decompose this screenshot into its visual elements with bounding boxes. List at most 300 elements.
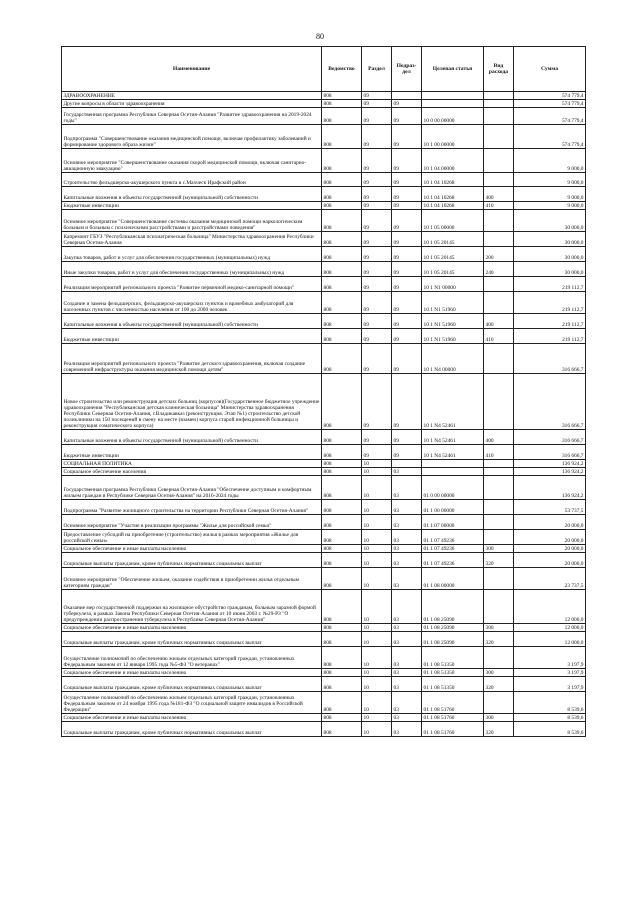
- row-podrazdel-cell: 09: [392, 314, 422, 329]
- row-razdel-cell: 09: [362, 329, 392, 344]
- row-razdel-cell: 10: [362, 568, 392, 590]
- row-razdel-cell: 09: [362, 277, 392, 292]
- row-vedomstvo-cell: 808: [322, 187, 362, 202]
- row-sum-cell: 30 000,0: [514, 247, 586, 262]
- row-sum-cell: 136 924,2: [514, 468, 586, 476]
- row-razdel-cell: 10: [362, 515, 392, 530]
- row-vedomstvo-cell: 808: [322, 590, 362, 624]
- row-name-cell: Социальные выплаты гражданам, кроме публичных нормативных социальных выплат: [62, 632, 322, 647]
- row-expense-type-cell: [484, 344, 514, 374]
- row-name-cell: Предоставление субсидий на приобретение (строительство) жилья в рамках мероприятия «Жилье для российской семьи»: [62, 530, 322, 545]
- row-podrazdel-cell: 09: [392, 210, 422, 232]
- row-podrazdel-cell: 03: [392, 722, 422, 737]
- table-row: [62, 476, 586, 500]
- row-vedomstvo-cell: 808: [322, 647, 362, 669]
- row-podrazdel-cell: 03: [392, 476, 422, 500]
- row-sum-cell: 574 779,4: [514, 125, 586, 149]
- table-row: [62, 590, 586, 624]
- row-target-article-cell: 10 1 04 10268: [422, 187, 484, 202]
- row-name-cell: Создание и замена фельдшерских, фельдшерско-акушерских пунктов и врачебных амбулаторий для населенных пунктов с численностью населения от 100 до 2000 человек: [62, 292, 322, 314]
- table-header: [62, 47, 586, 92]
- row-expense-type-cell: 410: [484, 202, 514, 210]
- row-expense-type-cell: [484, 108, 514, 125]
- row-razdel-cell: 10: [362, 468, 392, 476]
- row-vedomstvo-cell: 808: [322, 247, 362, 262]
- row-name-cell: Бюджетные инвестиции: [62, 445, 322, 460]
- row-expense-type-cell: 240: [484, 262, 514, 277]
- row-podrazdel-cell: 03: [392, 692, 422, 714]
- row-razdel-cell: 09: [362, 125, 392, 149]
- row-name-cell: Государственная программа Республики Северная Осетия-Алания "Обеспечение доступным и комфортным жильем граждан в Республике Северная Осетия-Алания" на 2016-2024 годы: [62, 476, 322, 500]
- row-target-article-cell: 10 1 05 20145: [422, 232, 484, 247]
- header-razdel: Раздел: [362, 47, 392, 92]
- row-vedomstvo-cell: 808: [322, 624, 362, 632]
- row-razdel-cell: 09: [362, 100, 392, 108]
- row-expense-type-cell: [484, 460, 514, 468]
- row-podrazdel-cell: 09: [392, 232, 422, 247]
- row-target-article-cell: 01 1 07 49236: [422, 553, 484, 568]
- row-podrazdel-cell: 03: [392, 553, 422, 568]
- row-target-article-cell: 10 1 N1 51960: [422, 314, 484, 329]
- row-sum-cell: 3 197,9: [514, 677, 586, 692]
- row-name-cell: Капитальные вложения в объекты государственной (муниципальной) собственности: [62, 430, 322, 445]
- table-row: [62, 314, 586, 329]
- row-sum-cell: 136 924,2: [514, 460, 586, 468]
- row-sum-cell: 574 779,4: [514, 92, 586, 100]
- row-vedomstvo-cell: 808: [322, 210, 362, 232]
- row-target-article-cell: 10 1 05 20145: [422, 262, 484, 277]
- row-podrazdel-cell: 03: [392, 677, 422, 692]
- header-sum: Сумма: [514, 47, 586, 92]
- row-expense-type-cell: 410: [484, 329, 514, 344]
- row-expense-type-cell: 400: [484, 430, 514, 445]
- row-vedomstvo-cell: 808: [322, 722, 362, 737]
- table-row: [62, 108, 586, 125]
- row-vedomstvo-cell: 808: [322, 530, 362, 545]
- row-razdel-cell: 10: [362, 677, 392, 692]
- table-row: [62, 173, 586, 187]
- row-vedomstvo-cell: 808: [322, 100, 362, 108]
- table-row: [62, 669, 586, 677]
- row-sum-cell: 3 197,9: [514, 647, 586, 669]
- row-razdel-cell: 09: [362, 292, 392, 314]
- row-sum-cell: 30 000,0: [514, 262, 586, 277]
- row-sum-cell: 316 666,7: [514, 374, 586, 430]
- row-sum-cell: 316 666,7: [514, 430, 586, 445]
- row-podrazdel-cell: 09: [392, 292, 422, 314]
- row-podrazdel-cell: [392, 460, 422, 468]
- row-podrazdel-cell: 09: [392, 202, 422, 210]
- row-target-article-cell: 10 0 00 00000: [422, 108, 484, 125]
- table-row: [62, 374, 586, 430]
- row-razdel-cell: 10: [362, 624, 392, 632]
- row-name-cell: Другие вопросы в области здравоохранения: [62, 100, 322, 108]
- row-vedomstvo-cell: 808: [322, 173, 362, 187]
- row-sum-cell: 8 539,6: [514, 692, 586, 714]
- row-razdel-cell: 10: [362, 545, 392, 553]
- row-vedomstvo-cell: 808: [322, 277, 362, 292]
- row-target-article-cell: 01 1 08 51760: [422, 714, 484, 722]
- row-podrazdel-cell: 09: [392, 344, 422, 374]
- row-target-article-cell: 01 1 07 00000: [422, 515, 484, 530]
- row-sum-cell: 574 779,4: [514, 108, 586, 125]
- row-target-article-cell: 10 1 N4 52461: [422, 374, 484, 430]
- row-vedomstvo-cell: 808: [322, 515, 362, 530]
- row-target-article-cell: 01 1 08 51350: [422, 647, 484, 669]
- table-row: [62, 125, 586, 149]
- table-row: [62, 329, 586, 344]
- table-row: [62, 247, 586, 262]
- row-target-article-cell: 10 1 N4 00000: [422, 344, 484, 374]
- row-name-cell: Новое строительство или реконструкция детских больниц (корпусов)(Государственное бюджетное учреждение здравоохранения "Республиканская детская клиническая больница" Министерства здравоохранения Республики Северная Осетия-Алания, г.Владикавказ (реконструкция. Этап №1) строительство детской поликлиники на 150 посещений в смену на месте (взамен) корпуса старой инфекционной больницы и реконструкция соматического корпуса): [62, 374, 322, 430]
- row-target-article-cell: 10 1 04 10268: [422, 202, 484, 210]
- row-vedomstvo-cell: 808: [322, 677, 362, 692]
- row-name-cell: Реализация мероприятий регионального проекта "Развитие детского здравоохранения, включая создание современной инфраструктуры оказания медицинской помощи детям": [62, 344, 322, 374]
- row-name-cell: СОЦИАЛЬНАЯ ПОЛИТИКА: [62, 460, 322, 468]
- row-vedomstvo-cell: 808: [322, 430, 362, 445]
- row-podrazdel-cell: 03: [392, 545, 422, 553]
- table-row: [62, 500, 586, 515]
- row-sum-cell: 316 666,7: [514, 344, 586, 374]
- row-expense-type-cell: [484, 173, 514, 187]
- row-expense-type-cell: 300: [484, 545, 514, 553]
- row-name-cell: Основное мероприятие "Обеспечение жильем, оказание содействия в приобретении жилья отдельным категориям граждан": [62, 568, 322, 590]
- row-podrazdel-cell: 03: [392, 468, 422, 476]
- row-name-cell: Социальное обеспечение населения: [62, 468, 322, 476]
- row-razdel-cell: 09: [362, 344, 392, 374]
- table-row: [62, 468, 586, 476]
- row-podrazdel-cell: 03: [392, 669, 422, 677]
- row-name-cell: Капитальные вложения в объекты государственной (муниципальной) собственности: [62, 314, 322, 329]
- table-row: [62, 568, 586, 590]
- row-name-cell: Реализация мероприятий регионального проекта "Развитие первичной медико-санитарной помощи": [62, 277, 322, 292]
- row-target-article-cell: 10 1 N1 51960: [422, 329, 484, 344]
- table-row: [62, 445, 586, 460]
- row-expense-type-cell: [484, 468, 514, 476]
- row-expense-type-cell: [484, 515, 514, 530]
- row-expense-type-cell: 410: [484, 445, 514, 460]
- row-razdel-cell: 10: [362, 632, 392, 647]
- row-name-cell: Иные закупки товаров, работ и услуг для обеспечения государственных (муниципальных) нужд: [62, 262, 322, 277]
- row-expense-type-cell: 200: [484, 247, 514, 262]
- row-name-cell: Бюджетные инвестиции: [62, 202, 322, 210]
- row-expense-type-cell: [484, 92, 514, 100]
- row-podrazdel-cell: 09: [392, 187, 422, 202]
- row-vedomstvo-cell: 808: [322, 669, 362, 677]
- row-target-article-cell: 01 0 00 00000: [422, 476, 484, 500]
- row-target-article-cell: 01 1 08 25090: [422, 624, 484, 632]
- row-expense-type-cell: 320: [484, 677, 514, 692]
- table-row: [62, 277, 586, 292]
- row-podrazdel-cell: 09: [392, 329, 422, 344]
- row-razdel-cell: 09: [362, 314, 392, 329]
- row-name-cell: Оказание мер государственной поддержки на жилищное обустройство гражданам, больным заразной формой туберкулеза, в рамках Закона Республики Северная Осетия-Алания от 10 июня 2003 г. №29-РЗ "О предупреждении распространения туберкулеза в Республике Северная Осетия-Алания": [62, 590, 322, 624]
- row-sum-cell: 20 000,0: [514, 530, 586, 545]
- row-name-cell: ЗДРАВООХРАНЕНИЕ: [62, 92, 322, 100]
- header-expense-type: Вид расхода: [484, 47, 514, 92]
- row-razdel-cell: 09: [362, 149, 392, 173]
- row-expense-type-cell: 300: [484, 624, 514, 632]
- row-expense-type-cell: [484, 476, 514, 500]
- row-podrazdel-cell: 03: [392, 624, 422, 632]
- table-row: [62, 545, 586, 553]
- row-podrazdel-cell: 03: [392, 647, 422, 669]
- row-expense-type-cell: 400: [484, 314, 514, 329]
- row-target-article-cell: 01 1 08 00000: [422, 568, 484, 590]
- row-expense-type-cell: [484, 292, 514, 314]
- row-expense-type-cell: [484, 500, 514, 515]
- row-vedomstvo-cell: 808: [322, 314, 362, 329]
- row-expense-type-cell: 320: [484, 553, 514, 568]
- row-target-article-cell: 10 1 00 00000: [422, 125, 484, 149]
- row-name-cell: Социальные выплаты гражданам, кроме публичных нормативных социальных выплат: [62, 553, 322, 568]
- row-vedomstvo-cell: 808: [322, 232, 362, 247]
- row-razdel-cell: 10: [362, 722, 392, 737]
- table-row: [62, 515, 586, 530]
- row-target-article-cell: 10 1 05 00000: [422, 210, 484, 232]
- table-row: [62, 100, 586, 108]
- row-expense-type-cell: 400: [484, 187, 514, 202]
- row-name-cell: Подпрограмма "Развитие жилищного строительства на территории Республики Северная Осетия-Алания": [62, 500, 322, 515]
- row-expense-type-cell: [484, 232, 514, 247]
- row-vedomstvo-cell: 808: [322, 92, 362, 100]
- header-name: Наименование: [62, 47, 322, 92]
- row-sum-cell: 8 539,6: [514, 714, 586, 722]
- row-podrazdel-cell: 03: [392, 632, 422, 647]
- row-expense-type-cell: 320: [484, 632, 514, 647]
- row-razdel-cell: 09: [362, 445, 392, 460]
- row-sum-cell: 8 539,6: [514, 722, 586, 737]
- table-row: [62, 430, 586, 445]
- row-sum-cell: 219 112,7: [514, 277, 586, 292]
- row-vedomstvo-cell: 808: [322, 468, 362, 476]
- row-target-article-cell: 01 1 08 25090: [422, 632, 484, 647]
- row-podrazdel-cell: 03: [392, 568, 422, 590]
- table-row: [62, 647, 586, 669]
- row-vedomstvo-cell: 808: [322, 445, 362, 460]
- row-sum-cell: 20 000,0: [514, 515, 586, 530]
- row-podrazdel-cell: 09: [392, 262, 422, 277]
- table-row: [62, 530, 586, 545]
- row-vedomstvo-cell: 808: [322, 476, 362, 500]
- table-row: [62, 262, 586, 277]
- row-target-article-cell: 10 1 N4 52461: [422, 445, 484, 460]
- row-vedomstvo-cell: 808: [322, 262, 362, 277]
- table-row: [62, 460, 586, 468]
- row-expense-type-cell: [484, 210, 514, 232]
- table-row: [62, 722, 586, 737]
- table-row: [62, 232, 586, 247]
- row-sum-cell: 9 000,0: [514, 173, 586, 187]
- budget-table: [61, 46, 586, 737]
- row-sum-cell: 20 000,0: [514, 545, 586, 553]
- row-sum-cell: 219 112,7: [514, 329, 586, 344]
- row-name-cell: Подпрограмма "Совершенствование оказания медицинской помощи, включая профилактику заболеваний и формирование здорового образа жизни": [62, 125, 322, 149]
- row-name-cell: Основное мероприятие "Участие в реализации программы "Жилье для российской семьи": [62, 515, 322, 530]
- row-razdel-cell: 09: [362, 262, 392, 277]
- table-row: [62, 202, 586, 210]
- row-vedomstvo-cell: 808: [322, 545, 362, 553]
- row-target-article-cell: [422, 460, 484, 468]
- row-vedomstvo-cell: 808: [322, 500, 362, 515]
- row-razdel-cell: 09: [362, 232, 392, 247]
- row-target-article-cell: 01 1 08 25090: [422, 590, 484, 624]
- row-name-cell: Социальное обеспечение и иные выплаты населению: [62, 714, 322, 722]
- row-podrazdel-cell: 09: [392, 374, 422, 430]
- row-podrazdel-cell: 09: [392, 100, 422, 108]
- row-vedomstvo-cell: 808: [322, 149, 362, 173]
- row-vedomstvo-cell: 808: [322, 202, 362, 210]
- row-sum-cell: 219 112,7: [514, 314, 586, 329]
- row-name-cell: Социальное обеспечение и иные выплаты населению: [62, 624, 322, 632]
- row-podrazdel-cell: 09: [392, 445, 422, 460]
- header-podrazdel: Подраз-дел: [392, 47, 422, 92]
- row-vedomstvo-cell: 808: [322, 568, 362, 590]
- row-sum-cell: 9 000,0: [514, 149, 586, 173]
- row-target-article-cell: 01 1 08 51350: [422, 677, 484, 692]
- row-podrazdel-cell: 09: [392, 149, 422, 173]
- row-name-cell: Основное мероприятие "Совершенствование системы оказания медицинской помощи наркологическим больным и больным с психическими расстройствами и расстройствами поведения": [62, 210, 322, 232]
- row-vedomstvo-cell: 808: [322, 125, 362, 149]
- row-name-cell: Капитальные вложения в объекты государственной (муниципальной) собственности: [62, 187, 322, 202]
- row-name-cell: Осуществление полномочий по обеспечению жильем отдельных категорий граждан, установленных Федеральным законом от 24 ноября 1995 года №181-ФЗ "О социальной защите инвалидов в Российской Федерации": [62, 692, 322, 714]
- row-podrazdel-cell: 09: [392, 247, 422, 262]
- row-expense-type-cell: [484, 125, 514, 149]
- row-razdel-cell: 09: [362, 108, 392, 125]
- table-row: [62, 692, 586, 714]
- row-razdel-cell: 10: [362, 714, 392, 722]
- row-expense-type-cell: [484, 149, 514, 173]
- row-razdel-cell: 10: [362, 590, 392, 624]
- row-target-article-cell: 10 1 N4 52461: [422, 430, 484, 445]
- row-sum-cell: 9 000,0: [514, 187, 586, 202]
- row-razdel-cell: 09: [362, 374, 392, 430]
- table-row: [62, 292, 586, 314]
- row-sum-cell: 316 666,7: [514, 445, 586, 460]
- table-row: [62, 553, 586, 568]
- row-name-cell: Осуществление полномочий по обеспечению жильем отдельных категорий граждан, установленных Федеральным законом от 12 января 1995 года №5-ФЗ "О ветеранах": [62, 647, 322, 669]
- row-podrazdel-cell: 09: [392, 125, 422, 149]
- row-vedomstvo-cell: 808: [322, 329, 362, 344]
- row-razdel-cell: 09: [362, 187, 392, 202]
- row-expense-type-cell: [484, 590, 514, 624]
- row-expense-type-cell: [484, 692, 514, 714]
- row-name-cell: Закупка товаров, работ и услуг для обеспечения государственных (муниципальных) нужд: [62, 247, 322, 262]
- row-target-article-cell: 10 1 N1 51960: [422, 292, 484, 314]
- row-vedomstvo-cell: 808: [322, 344, 362, 374]
- header-vedomstvo: Ведомство: [322, 47, 362, 92]
- row-razdel-cell: 10: [362, 460, 392, 468]
- row-vedomstvo-cell: 808: [322, 460, 362, 468]
- table-row: [62, 344, 586, 374]
- row-razdel-cell: 09: [362, 247, 392, 262]
- row-vedomstvo-cell: 808: [322, 692, 362, 714]
- row-expense-type-cell: [484, 100, 514, 108]
- row-razdel-cell: 10: [362, 553, 392, 568]
- row-target-article-cell: 01 1 08 51760: [422, 692, 484, 714]
- row-podrazdel-cell: 03: [392, 714, 422, 722]
- page-number: 80: [316, 32, 324, 41]
- row-sum-cell: 12 000,0: [514, 590, 586, 624]
- row-podrazdel-cell: [392, 92, 422, 100]
- row-name-cell: Социальные выплаты гражданам, кроме публичных нормативных социальных выплат: [62, 677, 322, 692]
- row-name-cell: Капремонт ГБУЗ "Республиканская психиатрическая больница" Министерства здравоохранения Республики Северная Осетия-Алания: [62, 232, 322, 247]
- row-podrazdel-cell: 09: [392, 173, 422, 187]
- row-razdel-cell: 10: [362, 530, 392, 545]
- row-expense-type-cell: [484, 530, 514, 545]
- row-vedomstvo-cell: 808: [322, 553, 362, 568]
- row-sum-cell: 3 197,9: [514, 669, 586, 677]
- row-razdel-cell: 09: [362, 202, 392, 210]
- row-podrazdel-cell: 09: [392, 430, 422, 445]
- header-row: [62, 47, 586, 92]
- budget-table-wrapper: [61, 46, 585, 737]
- table-row: [62, 210, 586, 232]
- row-sum-cell: 53 737,5: [514, 500, 586, 515]
- table-row: [62, 624, 586, 632]
- row-razdel-cell: 10: [362, 647, 392, 669]
- row-expense-type-cell: [484, 647, 514, 669]
- row-sum-cell: 20 000,0: [514, 553, 586, 568]
- row-razdel-cell: 09: [362, 210, 392, 232]
- row-podrazdel-cell: 03: [392, 500, 422, 515]
- row-razdel-cell: 10: [362, 476, 392, 500]
- row-podrazdel-cell: 09: [392, 108, 422, 125]
- row-target-article-cell: 01 1 08 51760: [422, 722, 484, 737]
- row-vedomstvo-cell: 808: [322, 292, 362, 314]
- row-target-article-cell: 01 1 07 49236: [422, 545, 484, 553]
- row-target-article-cell: 01 1 07 49236: [422, 530, 484, 545]
- row-target-article-cell: [422, 468, 484, 476]
- row-podrazdel-cell: 03: [392, 515, 422, 530]
- row-target-article-cell: [422, 100, 484, 108]
- table-row: [62, 187, 586, 202]
- row-podrazdel-cell: 03: [392, 590, 422, 624]
- row-sum-cell: 30 000,0: [514, 232, 586, 247]
- table-row: [62, 714, 586, 722]
- row-razdel-cell: 10: [362, 500, 392, 515]
- row-sum-cell: 30 000,0: [514, 210, 586, 232]
- row-expense-type-cell: 320: [484, 722, 514, 737]
- row-expense-type-cell: 300: [484, 669, 514, 677]
- row-expense-type-cell: [484, 568, 514, 590]
- table-row: [62, 677, 586, 692]
- row-sum-cell: 136 924,2: [514, 476, 586, 500]
- row-target-article-cell: 01 1 00 00000: [422, 500, 484, 515]
- table-body: [62, 92, 586, 737]
- row-sum-cell: 219 112,7: [514, 292, 586, 314]
- row-razdel-cell: 09: [362, 430, 392, 445]
- table-row: [62, 149, 586, 173]
- row-podrazdel-cell: 03: [392, 530, 422, 545]
- row-razdel-cell: 10: [362, 669, 392, 677]
- row-name-cell: Социальное обеспечение и иные выплаты населению: [62, 669, 322, 677]
- row-target-article-cell: [422, 92, 484, 100]
- row-name-cell: Социальное обеспечение и иные выплаты населению: [62, 545, 322, 553]
- row-target-article-cell: 01 1 08 51350: [422, 669, 484, 677]
- row-expense-type-cell: 300: [484, 714, 514, 722]
- row-sum-cell: 574 779,4: [514, 100, 586, 108]
- table-row: [62, 632, 586, 647]
- row-name-cell: Социальные выплаты гражданам, кроме публичных нормативных социальных выплат: [62, 722, 322, 737]
- row-name-cell: Основное мероприятие "Совершенствование оказания скорой медицинской помощи, включая санитарно-авиационную эвакуацию": [62, 149, 322, 173]
- row-name-cell: Бюджетные инвестиции: [62, 329, 322, 344]
- row-expense-type-cell: [484, 374, 514, 430]
- row-target-article-cell: 10 1 04 10268: [422, 173, 484, 187]
- table-row: [62, 92, 586, 100]
- row-podrazdel-cell: 09: [392, 277, 422, 292]
- row-target-article-cell: 10 1 04 00000: [422, 149, 484, 173]
